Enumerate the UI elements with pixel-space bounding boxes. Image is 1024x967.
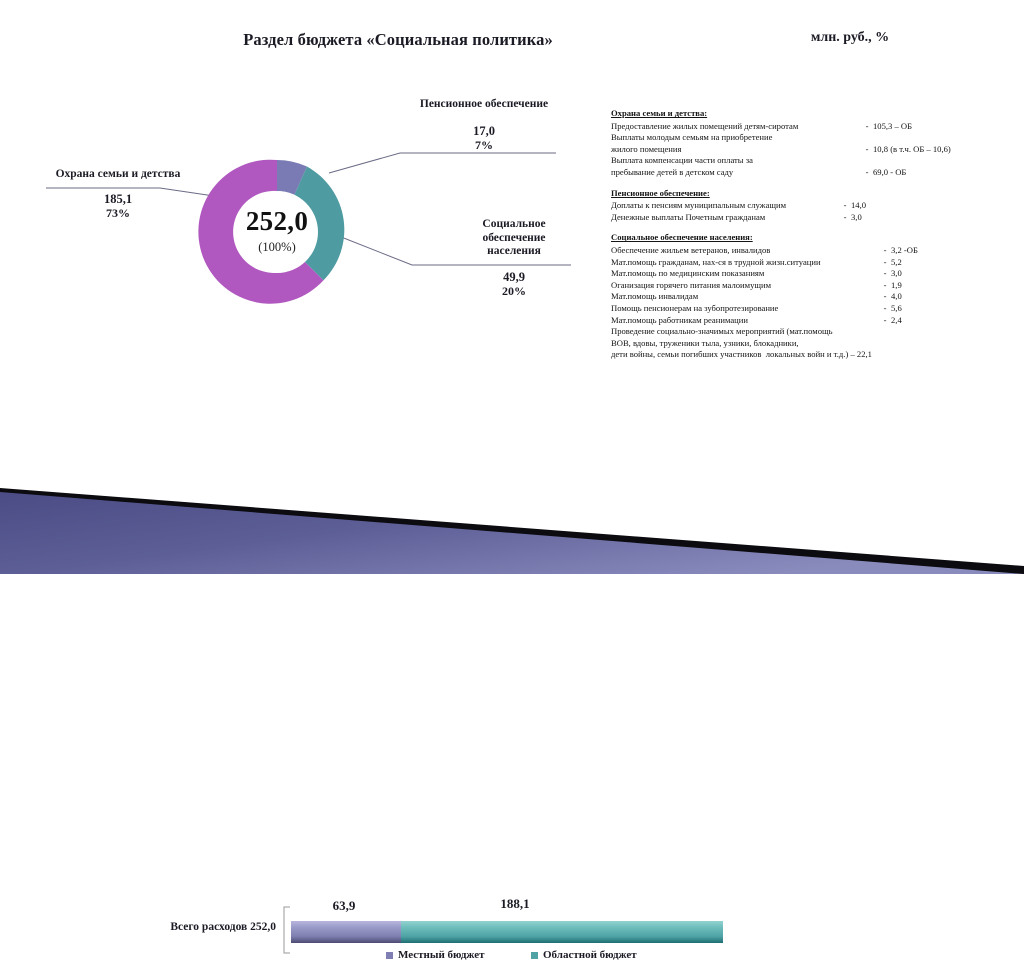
- details-row-value: 105,3 – ОБ: [873, 120, 913, 131]
- details-row: Выплата компенсации части оплаты за: [611, 155, 753, 166]
- details-row-text: Обеспечение жильем ветеранов, инвалидов: [611, 244, 771, 255]
- details-group-heading: Социальное обеспечение населения:: [611, 232, 753, 243]
- details-row-value: 5,6: [891, 302, 902, 313]
- bar-segment-local: [291, 921, 401, 943]
- details-row: [611, 315, 1021, 327]
- bar-value-oblast: 188,1: [500, 896, 530, 911]
- donut-chart: [0, 0, 620, 420]
- bar-legend: [291, 949, 723, 967]
- details-panel: [611, 108, 1021, 361]
- axis-bracket: [283, 906, 291, 954]
- details-row-text: Денежные выплаты Почетным гражданам: [611, 211, 766, 222]
- details-group: [611, 108, 1021, 179]
- details-row-text: Предоставление жилых помещений детям-сиротам: [611, 120, 799, 131]
- details-row: [611, 280, 1021, 292]
- details-row: дети войны, семьи погибших участников локальных войн и т.д.) – 22,1: [611, 349, 872, 360]
- page-title: Раздел бюджета «Социальная политика»: [243, 30, 553, 49]
- pie-label-family-percent: 73%: [106, 206, 130, 221]
- details-row: [611, 121, 1021, 133]
- legend-item-oblast[interactable]: [531, 949, 637, 961]
- details-row-value: 4,0: [891, 291, 902, 302]
- details-row-text: Помощь пенсионерам на зубопротезирование: [611, 302, 779, 313]
- donut-center-percent: (100%): [258, 240, 296, 254]
- details-row: ВОВ, вдовы, труженики тыла, узники, блокадники,: [611, 337, 799, 348]
- details-row-dash: -: [865, 143, 869, 154]
- stacked-bar-chart: [0, 440, 1024, 961]
- details-row-dash: -: [843, 200, 847, 211]
- details-row-dash: -: [883, 244, 887, 255]
- details-row: Выплаты молодым семьям на приобретение: [611, 132, 773, 143]
- details-row-dash: -: [883, 291, 887, 302]
- details-row-value: 1,9: [891, 279, 902, 290]
- details-row-value: 3,0: [851, 211, 862, 222]
- details-row-text: жилого помещения: [611, 143, 682, 154]
- details-row: [611, 167, 1021, 179]
- details-row: [611, 268, 1021, 280]
- details-row-value: 2,4: [891, 314, 902, 325]
- details-row-dash: -: [865, 120, 869, 131]
- pie-label-social-percent: 20%: [502, 284, 526, 299]
- details-row-text: Мат.помощь работникам реанимации: [611, 314, 748, 325]
- details-row-text: Мат.помощь инвалидам: [611, 291, 699, 302]
- pie-label-pension-percent: 7%: [475, 138, 493, 153]
- details-row-value: 5,2: [891, 256, 902, 267]
- legend-swatch-local-icon: [386, 952, 393, 959]
- details-group: [611, 232, 1021, 361]
- pie-label-pension-title: Пенсионное обеспечение: [419, 98, 549, 110]
- details-row: [611, 257, 1021, 269]
- details-row: [611, 303, 1021, 315]
- details-row-text: пребывание детей в детском саду: [611, 166, 734, 177]
- bar-track: [291, 921, 723, 943]
- details-row-text: Мат.помощь гражданам, нах-ся в трудной жизн.ситуации: [611, 256, 821, 267]
- details-group-heading: Пенсионное обеспечение:: [611, 187, 710, 198]
- legend-label-oblast: Областной бюджет: [543, 949, 637, 961]
- pie-label-family-title: Охрана семьи и детства: [55, 168, 181, 180]
- donut-center: [205, 208, 349, 255]
- details-row-dash: -: [883, 314, 887, 325]
- details-group-heading: Охрана семьи и детства:: [611, 108, 708, 118]
- details-row: [611, 245, 1021, 257]
- details-row-dash: -: [865, 166, 869, 177]
- details-row-dash: -: [883, 256, 887, 267]
- pie-label-social-value: 49,9: [503, 269, 525, 284]
- bar-value-local: 63,9: [332, 898, 356, 913]
- legend-item-local[interactable]: [386, 949, 485, 961]
- pie-label-pension: [404, 98, 564, 152]
- details-row-dash: -: [883, 268, 887, 279]
- bar-segment-oblast: [401, 921, 723, 943]
- legend-label-local: Местный бюджет: [398, 949, 485, 961]
- pie-label-family-value: 185,1: [103, 191, 133, 206]
- details-row: Проведение социально-значимых мероприятий (мат.помощь: [611, 326, 833, 337]
- details-row: [611, 200, 1021, 212]
- details-group: [611, 188, 1021, 224]
- details-row-value: 10,8 (в т.ч. ОБ – 10,6): [873, 143, 951, 154]
- details-row-dash: -: [883, 279, 887, 290]
- details-row-text: Мат.помощь по медицинским показаниям: [611, 268, 765, 279]
- details-row-text: Оганизация горячего питания малоимущим: [611, 279, 772, 290]
- units-label: млн. руб., %: [810, 30, 890, 45]
- details-row-value: 69,0 - ОБ: [873, 166, 907, 177]
- pie-label-social-title: Социальное обеспечение населения: [482, 218, 546, 258]
- donut-center-value: 252,0: [245, 206, 309, 236]
- details-row-text: Доплаты к пенсиям муниципальным служащим: [611, 200, 787, 211]
- details-row-value: 3,2 -ОБ: [891, 244, 918, 255]
- details-row-dash: -: [843, 211, 847, 222]
- pie-label-pension-value: 17,0: [473, 123, 495, 138]
- bar-category-label: Всего расходов 252,0: [170, 921, 276, 933]
- legend-swatch-oblast-icon: [531, 952, 538, 959]
- details-row-dash: -: [883, 302, 887, 313]
- pie-label-social: [456, 218, 572, 299]
- details-row-value: 3,0: [891, 268, 902, 279]
- details-row-value: 14,0: [851, 200, 867, 211]
- details-row: [611, 291, 1021, 303]
- details-row: [611, 144, 1021, 156]
- pie-label-family: [38, 168, 198, 220]
- details-row: [611, 212, 1021, 224]
